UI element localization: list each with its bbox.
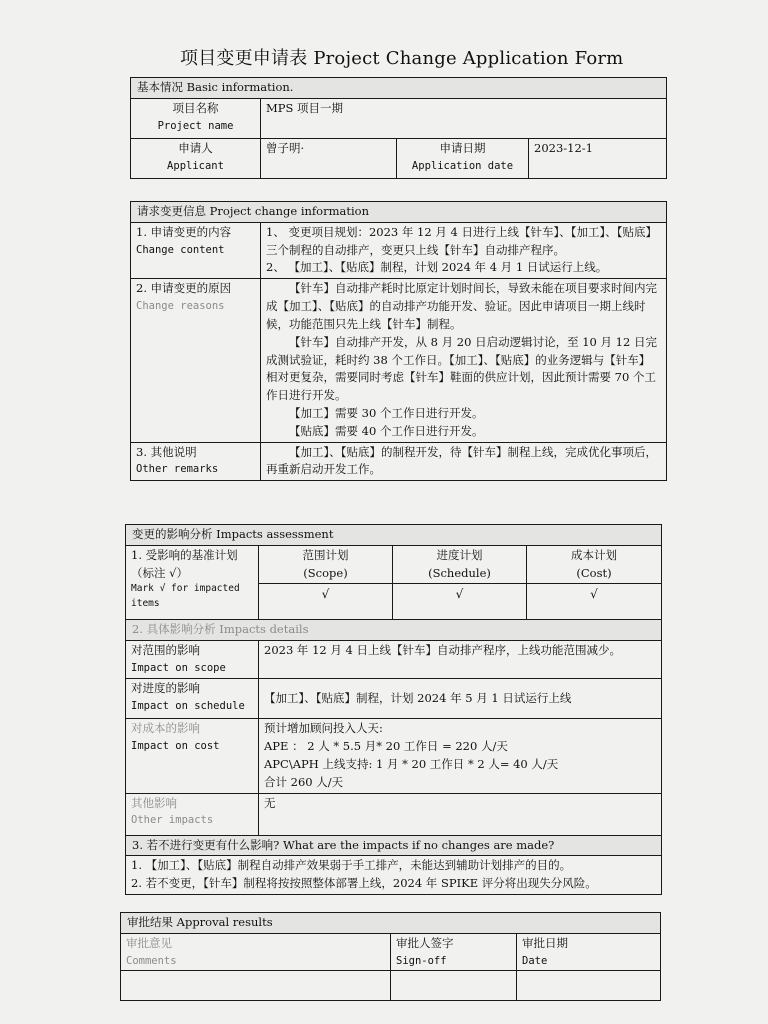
change-reasons-label: 2. 申请变更的原因 Change reasons xyxy=(131,279,261,442)
project-name-value: MPS 项目一期 xyxy=(261,98,667,138)
schedule-checkmark: √ xyxy=(393,584,527,620)
cost-checkmark: √ xyxy=(527,584,662,620)
cost-impact-line: APE ： 2 人 * 5.5 月* 20 工作日 = 220 人/天 xyxy=(264,739,508,754)
cost-plan-heading: 成本计划 (Cost) xyxy=(527,545,662,584)
other-remarks-value: 【加工】、【贴底】的制程开发，待【针车】制程上线，完成优化事项后，再重新启动开发工作。 xyxy=(261,442,667,481)
change-content-line: 1、 变更项目规划：2023 年 12 月 4 日进行上线【针车】、【加工】、【贴底】三个制程的自动排产，变更只上线【针车】自动排产程序。 xyxy=(266,224,657,257)
other-remarks-label: 3. 其他说明 Other remarks xyxy=(131,442,261,481)
no-change-impact-line: 2. 若不变更，【针车】制程将按按照整体部署上线，2024 年 SPIKE 评分将出现失分风险。 xyxy=(131,876,597,891)
reason-paragraph: 【针车】自动排产耗时比原定计划时间长，导致未能在项目要求时间内完成【加工】、【贴底】的自动排产功能开发、验证。因此申请项目一期上线时候，功能范围只先上线【针车】制程。 xyxy=(266,281,657,331)
basic-info-header: 基本情况 Basic information. xyxy=(131,78,667,99)
basic-info-table xyxy=(130,77,667,179)
cost-impact-line: 合计 260 人/天 xyxy=(264,774,344,789)
impacts-header: 变更的影响分析 Impacts assessment xyxy=(126,525,662,546)
cost-impact-label: 对成本的影响 Impact on cost xyxy=(126,719,259,793)
project-name-label: 项目名称 Project name xyxy=(131,98,261,138)
application-date-value: 2023-12-1 xyxy=(529,138,667,178)
reason-paragraph: 【贴底】需要 40 个工作日进行开发。 xyxy=(289,423,484,438)
scope-impact-value: 2023 年 12 月 4 日上线【针车】自动排产程序，上线功能范围减少。 xyxy=(259,641,662,679)
form-title: 项目变更申请表 Project Change Application Form xyxy=(180,48,624,69)
cost-impact-line: 预计增加顾问投入人天: xyxy=(264,721,383,736)
schedule-impact-value: 【加工】、【贴底】制程，计划 2024 年 5 月 1 日试运行上线 xyxy=(259,679,662,719)
other-impacts-value: 无 xyxy=(259,793,662,835)
approval-table xyxy=(120,912,661,1001)
applicant-value: 曾子明· xyxy=(261,138,397,178)
approval-header: 审批结果 Approval results xyxy=(121,913,661,934)
scope-impact-label: 对范围的影响 Impact on scope xyxy=(126,641,259,679)
approval-comments-label: 审批意见 Comments xyxy=(121,933,391,970)
applicant-label: 申请人 Applicant xyxy=(131,138,261,178)
no-change-impacts-value xyxy=(126,856,662,895)
cost-impact-value xyxy=(259,719,662,793)
change-reasons-value xyxy=(261,279,667,442)
approval-date-value xyxy=(517,970,661,1000)
change-info-table xyxy=(130,201,667,481)
other-impacts-label: 其他影响 Other impacts xyxy=(126,793,259,835)
change-info-header: 请求变更信息 Project change information xyxy=(131,202,667,223)
impacts-table xyxy=(125,524,662,895)
application-date-label: 申请日期 Application date xyxy=(397,138,529,178)
approval-signoff-label: 审批人签字 Sign-off xyxy=(391,933,517,970)
approval-date-label: 审批日期 Date xyxy=(517,933,661,970)
approval-comments-value xyxy=(121,970,391,1000)
reason-paragraph: 【加工】需要 30 个工作日进行开发。 xyxy=(289,405,484,420)
change-content-line: 2、 【加工】、【贴底】制程，计划 2024 年 4 月 1 日试运行上线。 xyxy=(266,260,608,275)
impacts-details-header: 2. 具体影响分析 Impacts details xyxy=(126,620,662,641)
change-content-value xyxy=(261,222,667,278)
scope-plan-heading: 范围计划 (Scope) xyxy=(259,545,393,584)
no-change-impacts-header: 3. 若不进行变更有什么影响? What are the impacts if no changes are made? xyxy=(126,835,662,856)
baseline-label: 1. 受影响的基准计划 （标注 √） Mark √ for impacted items xyxy=(126,545,259,620)
change-content-label: 1. 申请变更的内容 Change content xyxy=(131,222,261,278)
cost-impact-line: APC\APH 上线支持: 1 月 * 20 工作日 * 2 人= 40 人/天 xyxy=(264,756,559,771)
scope-checkmark: √ xyxy=(259,584,393,620)
approval-signoff-value xyxy=(391,970,517,1000)
no-change-impact-line: 1. 【加工】、【贴底】制程自动排产效果弱于手工排产，未能达到辅助计划排产的目的。 xyxy=(131,858,572,873)
reason-paragraph: 【针车】自动排产开发，从 8 月 20 日启动逻辑讨论，至 10 月 12 日完成测试验证，耗时约 38 个工作日。【加工】、【贴底】的业务逻辑与【针车】相对更复杂，需要同时考虑【针车】鞋面的供应计划，因此预计需要 70 个工作日进行开发。 xyxy=(266,334,657,403)
schedule-plan-heading: 进度计划 (Schedule) xyxy=(393,545,527,584)
schedule-impact-label: 对进度的影响 Impact on schedule xyxy=(126,679,259,719)
